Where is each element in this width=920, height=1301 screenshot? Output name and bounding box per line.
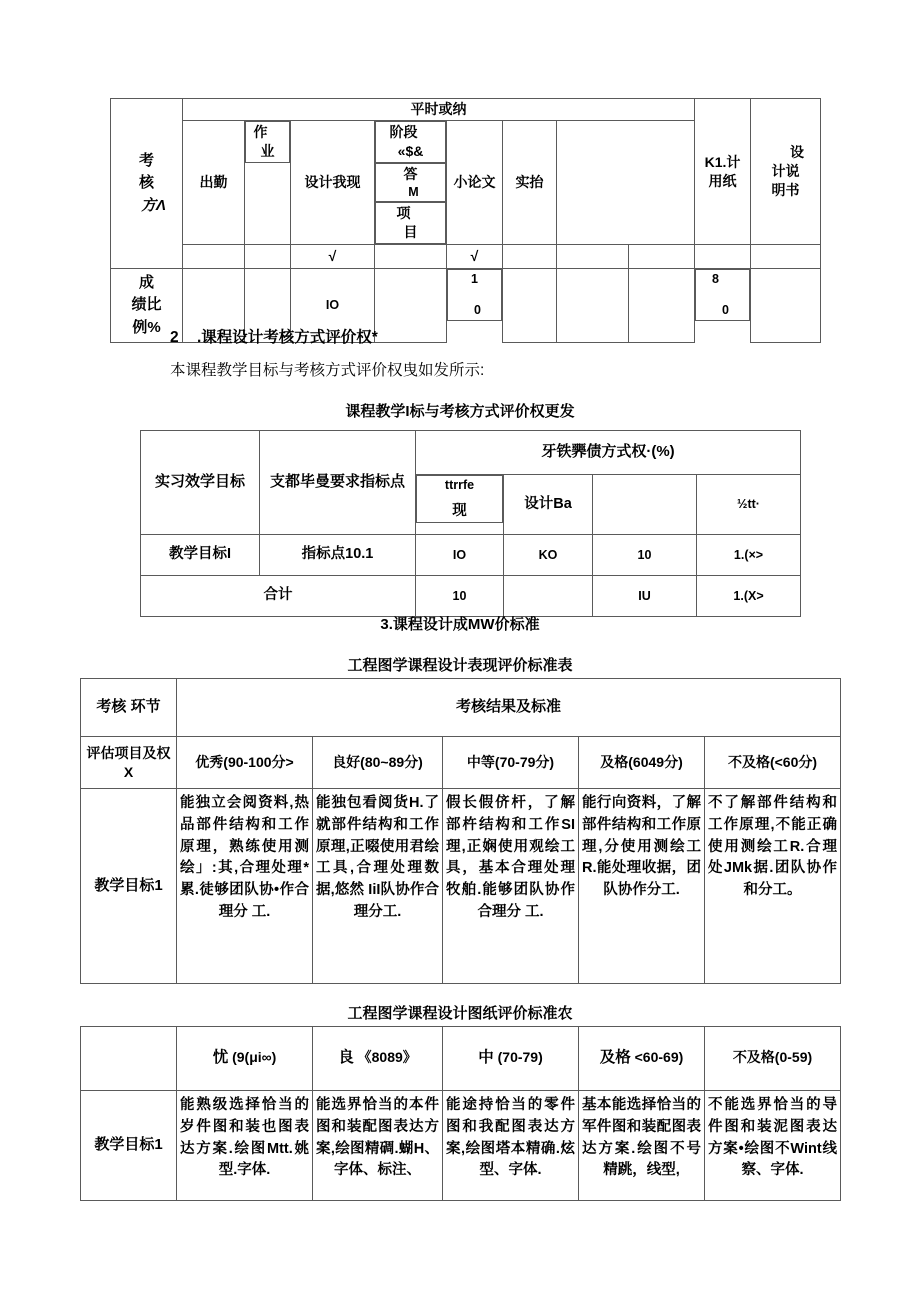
- table4-caption: 工程图学课程设计图纸评价标准农: [347, 1005, 573, 1022]
- performance-evaluation-criteria-table: [80, 678, 841, 984]
- table-row: [111, 245, 821, 269]
- col-header-grade-fail: 不及格(<60分): [705, 737, 841, 789]
- table-row: [141, 535, 801, 576]
- col-header-grade-fail: 不及格(0-59): [705, 1027, 841, 1091]
- ratio-defense: 1 0: [447, 269, 502, 321]
- criteria-excellent: 能独立会阅资料,热品部件结构和工作原理，熟练使用测绘」:其,合理处理*累.徒够团队协•作合理分 工.: [177, 789, 313, 984]
- col-header-evaluation-items: 评估项目及权 X: [81, 737, 177, 789]
- col-header-indicator-point: 支都毕曼要求指标点: [260, 431, 416, 535]
- ratio-project: [503, 269, 557, 343]
- col-header-essay: 小论文: [447, 120, 503, 244]
- col-header-grade-excellent: 忧 (9(μi∞): [177, 1027, 313, 1091]
- cell-weight-1-1: IO: [416, 535, 504, 576]
- table-row: [81, 789, 841, 984]
- cell-total-1: 10: [416, 576, 504, 617]
- criteria-pass: 能行向资料，了解部件结构和工作原理,分使用测绘工R.能处理收据，团队协作分工.: [579, 789, 705, 984]
- col-header-assessment-stage: 考核 环节: [81, 679, 177, 737]
- group-header-assessment-weight: 牙铁臩债方式权·(%): [416, 431, 801, 475]
- ratio-design-show: IO: [291, 269, 375, 343]
- table-row: [81, 737, 841, 789]
- drawing-criteria-medium: 能途持恰当的零件图和我配图表达方案,绘图塔本精确.炫型、字体.: [443, 1091, 579, 1201]
- col-header-design-spec: 设 计说 明书: [751, 99, 821, 245]
- col-header-grade-good: 良 《8089》: [313, 1027, 443, 1091]
- col-header-drawing-paper: K1.计 用纸: [695, 99, 751, 245]
- section2-intro: 本课程教学目标与考核方式评价权曳如发所示:: [170, 362, 485, 379]
- ratio-practice: [629, 269, 695, 343]
- score-ratio-label: 成 绩比 例%: [111, 269, 183, 343]
- col-header-sub2: 设计Ba: [504, 475, 593, 535]
- row-label-objective-1: 教学目标1: [81, 789, 177, 984]
- cell-total-3: IU: [593, 576, 697, 617]
- check-design-show: √: [291, 245, 375, 269]
- criteria-good: 能独包看阅货H.了就部件结构和工作原理,正啜使用君绘工具,合理处理数据,悠然 IiI队协作合理分工.: [313, 789, 443, 984]
- drawing-criteria-pass: 基本能选择恰当的军件图和装配图表达方案.绘图不号精跳，线型,: [579, 1091, 705, 1201]
- table-row: [81, 679, 841, 737]
- col-header-grade-medium: 中 (70-79): [443, 1027, 579, 1091]
- assessment-method-label: 考 核 方Λ: [111, 99, 183, 269]
- table3-caption: 工程图学课程设计表现评价标准表: [347, 657, 573, 674]
- check-design-spec: [751, 245, 821, 269]
- criteria-medium: 假长假侪杆，了解部杵结构和工作SI理,正娴使用观绘工具，基本合理处理牧舶.能够团队协作合理分 工.: [443, 789, 579, 984]
- ratio-design-spec: [751, 269, 821, 343]
- col-header-homework: 作 业: [245, 121, 290, 163]
- table-row: [141, 431, 801, 475]
- cell-weight-1-4: 1.(×>: [697, 535, 801, 576]
- cell-weight-1-2: KO: [504, 535, 593, 576]
- criteria-fail: 不了解部件结构和工作原理,不能正确使用测绘工R.合理处JMk据.团队协作和分工。: [705, 789, 841, 984]
- cell-total-2: [504, 576, 593, 617]
- teaching-objective-weight-table: [140, 430, 801, 617]
- col-header-grade-pass: 及格 <60-69): [579, 1027, 705, 1091]
- col-header-grade-good: 良好(80~89分): [313, 737, 443, 789]
- group-header-usual: 平时或纳: [183, 99, 695, 121]
- col-header-sub3: [593, 475, 697, 535]
- col-header-grade-excellent: 优秀(90-100分>: [177, 737, 313, 789]
- table-row: [111, 99, 821, 121]
- cell-total-label: 合计: [141, 576, 416, 617]
- ratio-drawing-paper: 8 0: [695, 269, 750, 321]
- drawing-criteria-fail: 不能选界恰当的导件图和装泥图表达方案•绘图不Wint线察、字体.: [705, 1091, 841, 1201]
- cell-objective-1: 教学目标I: [141, 535, 260, 576]
- table-row: [81, 1091, 841, 1201]
- col-header-blank: [81, 1027, 177, 1091]
- col-header-sub1: ttrrfe 现: [416, 475, 503, 523]
- ratio-essay: [557, 269, 629, 343]
- cell-indicator-1: 指标点10.1: [260, 535, 416, 576]
- section2-heading: 2 .课程设计考核方式评价权*: [170, 329, 378, 346]
- check-defense: √: [447, 245, 503, 269]
- drawing-criteria-excellent: 能熟级选择恰当的岁件图和装也图表达方案.绘图Mtt.姚型.字体.: [177, 1091, 313, 1201]
- col-header-practice: 实抬: [503, 120, 557, 244]
- check-practice: [629, 245, 695, 269]
- col-header-grade-pass: 及格(6049分): [579, 737, 705, 789]
- col-header-grade-medium: 中等(70-79分): [443, 737, 579, 789]
- check-essay: [557, 245, 629, 269]
- check-homework: [245, 245, 291, 269]
- check-project: [503, 245, 557, 269]
- check-stage: [375, 245, 447, 269]
- col-header-sub4: ½tt·: [697, 475, 801, 535]
- drawing-evaluation-criteria-table: [80, 1026, 841, 1201]
- table-row: [81, 1027, 841, 1091]
- cell-total-4: 1.(X>: [697, 576, 801, 617]
- table-row: [141, 576, 801, 617]
- drawing-criteria-good: 能选界恰当的本件图和装配图表达方案,绘图精碉.蝴H、字体、标注、: [313, 1091, 443, 1201]
- cell-weight-1-3: 10: [593, 535, 697, 576]
- col-header-internship-objective: 实习效学目标: [141, 431, 260, 535]
- course-assessment-weight-table: [110, 98, 821, 343]
- check-attendance: [183, 245, 245, 269]
- col-header-defense: 答 M: [375, 163, 446, 203]
- section3-heading: 3.课程设计成MW价标准: [380, 616, 540, 633]
- group-header-assessment-result: 考核结果及标准: [177, 679, 841, 737]
- col-header-design-show: 设计我现: [291, 120, 375, 244]
- table2-caption: 课程教学I标与考核方式评价权更发: [345, 403, 575, 420]
- col-header-attendance: 出勤: [183, 120, 245, 244]
- col-header-project: 项 目: [375, 202, 446, 244]
- ratio-stage: [375, 269, 447, 343]
- col-header-stage: 阶段 «$&: [375, 121, 446, 163]
- check-drawing-paper: [695, 245, 751, 269]
- row-label-objective-1: 教学目标1: [81, 1091, 177, 1201]
